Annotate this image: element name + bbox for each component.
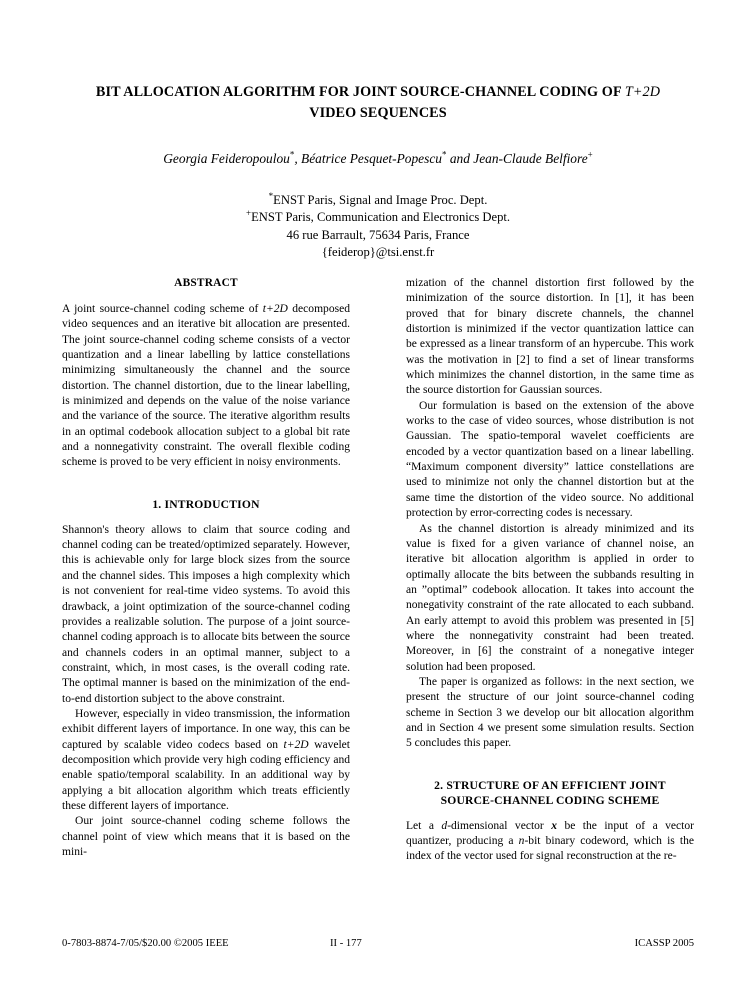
page-title (62, 82, 694, 124)
sec2-text-d: -bit binary codeword, which is the index of the vector used for signal reconstruction at the re- (406, 835, 694, 863)
intro-paragraph-3: Our joint source-channel coding scheme follows the channel point of view which means that it is based on the mini- (62, 815, 350, 858)
title-math-plus: + (632, 84, 643, 100)
footer-copyright: 0-7803-8874-7/05/$20.00 ©2005 IEEE (62, 938, 229, 949)
right-paragraph-2: Our formulation is based on the extension of the above works to the case of video sources, whose distribution is not Gaussian. The spatio-temporal wavelet coefficients are encoded by a vector quantization based on a linear labelling. “Maximum component diversity” lattice constellations are used to minimize not only the channel distortion but at the same time the distortion of the video source. No additional protection by error-correcting codes is necessary. (406, 399, 694, 520)
sec2-math-n: n (518, 835, 525, 847)
affiliation-line-2-text: ENST Paris, Communication and Electronics Dept. (251, 210, 511, 225)
section-2-heading (406, 778, 694, 808)
introduction-heading: 1. INTRODUCTION (152, 497, 260, 511)
affiliation-mark-plus: + (245, 208, 252, 219)
section-2-paragraph-1 (406, 819, 694, 865)
affiliation-mark-star: * (268, 190, 274, 201)
author-3-name: Jean-Claude Belfiore (473, 151, 588, 166)
author-2-name: Béatrice Pesquet-Popescu (301, 151, 442, 166)
author-1-affiliation-mark: * (289, 149, 295, 160)
affiliation-line-2 (62, 209, 694, 226)
abstract-text-a: A joint source-channel coding scheme of (62, 303, 263, 315)
title-block (62, 82, 694, 261)
sec2-math-d: d (441, 819, 448, 832)
affiliation-address: 46 rue Barrault, 75634 Paris, France (286, 227, 470, 242)
affiliation-email: {feiderop}@tsi.enst.fr (321, 244, 435, 259)
section-2-heading-line-2: SOURCE-CHANNEL CODING SCHEME (440, 793, 660, 807)
sec2-math-x-vector: x (551, 819, 557, 832)
footer-page-number: II - 177 (330, 938, 362, 949)
section-2-heading-line-1: 2. STRUCTURE OF AN EFFICIENT JOINT (434, 778, 666, 792)
title-text-line1: BIT ALLOCATION ALGORITHM FOR JOINT SOURCE-CHANNEL CODING OF (95, 84, 625, 100)
right-paragraph-3: As the channel distortion is already minimized and its value is fixed for a given variance of channel noise, an iterative bit allocation algorithm is applied in order to optimally allocate the bits between the subbands resulting in an ”optimal” codebook allocation. It takes into account the nonegativity constraint of the rate allocated to each subband. An early attempt to avoid this problem was presented in [5] where the nonnegativity constraint had been treated. Moreover, in [6] the constraint of a nonegative integer solution had been proposed. (406, 522, 694, 673)
author-separator-1: , (294, 151, 302, 166)
intro-math-2D: 2D (294, 738, 309, 751)
intro-math-t: t (283, 738, 287, 751)
abstract-math-plus: + (265, 303, 274, 315)
author-1-name: Georgia Feideropoulou (163, 151, 290, 166)
right-paragraph-1: mization of the channel distortion first followed by the minimization of the source distortion. In [1], it has been proved that for binary discrete channels, the channel distortion is minimized if the vector quantization lattice can be expressed as a linear transform of an hypercube. This work was the motivation in [2] to find a set of linear transforms which minimizes the channel distortion, in the same time as the source distortion for Gaussian sources. (406, 277, 694, 397)
intro-p2-text-a: However, especially in video transmission, the information exhibit different layers of importance. In one way, this can be captured by scalable video codecs based on (62, 707, 350, 751)
affiliation-line-1-text: ENST Paris, Signal and Image Proc. Dept. (273, 193, 488, 207)
footer-conference: ICASSP 2005 (634, 938, 694, 949)
author-3-affiliation-mark: + (587, 149, 593, 160)
sec2-text-b: -dimensional vector (447, 819, 552, 832)
right-paragraph-4: The paper is organized as follows: in the next section, we present the structure of our joint source-channel coding scheme in Section 3 we develop our bit allocation algorithm and in Section 4 we present some simulation results. Section 5 concludes this paper. (406, 675, 694, 750)
abstract-heading: ABSTRACT (174, 277, 238, 289)
author-list (62, 150, 694, 168)
right-column (406, 276, 694, 865)
intro-math-plus: + (286, 738, 295, 751)
affiliation-block (62, 192, 694, 261)
title-math-T: T (624, 84, 633, 100)
abstract-math-2D: 2D (273, 303, 288, 315)
title-text-line2: VIDEO SEQUENCES (309, 105, 447, 121)
body-columns (62, 276, 694, 876)
intro-p2-text-b: wavelet decomposition which provide very high coding efficiency and enable spatio/temporal scalability. In an additional way by applying a bit allocation algorithm which treats efficiently these different layers of importance. (62, 738, 351, 812)
intro-paragraph-1: Shannon's theory allows to claim that source coding and channel coding can be treated/optimized separately. However, this is achievable only for large block sizes from the source and the channel sides. This imposes a high complexity which is not convenient for real-time video systems. To avoid this drawback, a joint optimization of the source-channel coding provides a realizable solution. The purpose of a joint source-channel coding approach is to allocate bits between the source and channels coders in an optimal manner, subject to a constraint, which, in most cases, is the overall coding rate. The optimal manner is based on the minimization of the end-to-end distortion subject to the above constraint. (62, 523, 350, 705)
abstract-text-b: decomposed video sequences and an iterative bit allocation are presented. The joint source-channel coding scheme consists of a vector quantization and a linear labelling by lattice constellations minimizing simultaneously the channel and the source distortion. The channel distortion, due to the linear labelling, is minimized and depends on the value of the noise variance and the variance of the source. The iterative algorithm results in an optimal codebook allocation subject to a global bit rate and a nonnegativity constraint. The overall flexible coding scheme is proved to be very efficient in noisy environments. (62, 303, 350, 469)
sec2-text-a: Let a (406, 819, 442, 832)
affiliation-line-1 (62, 192, 694, 209)
title-math-2D: 2D (642, 84, 661, 100)
intro-paragraph-2 (62, 707, 350, 814)
abstract-paragraph (62, 302, 350, 471)
abstract-math-t: t (262, 303, 266, 315)
sec2-text-c: be the input of a vector quantizer, producing a (406, 819, 694, 847)
page-footer (62, 938, 694, 954)
author-2-affiliation-mark: * (441, 149, 447, 160)
author-separator-2: and (446, 151, 474, 166)
left-column (62, 276, 350, 860)
